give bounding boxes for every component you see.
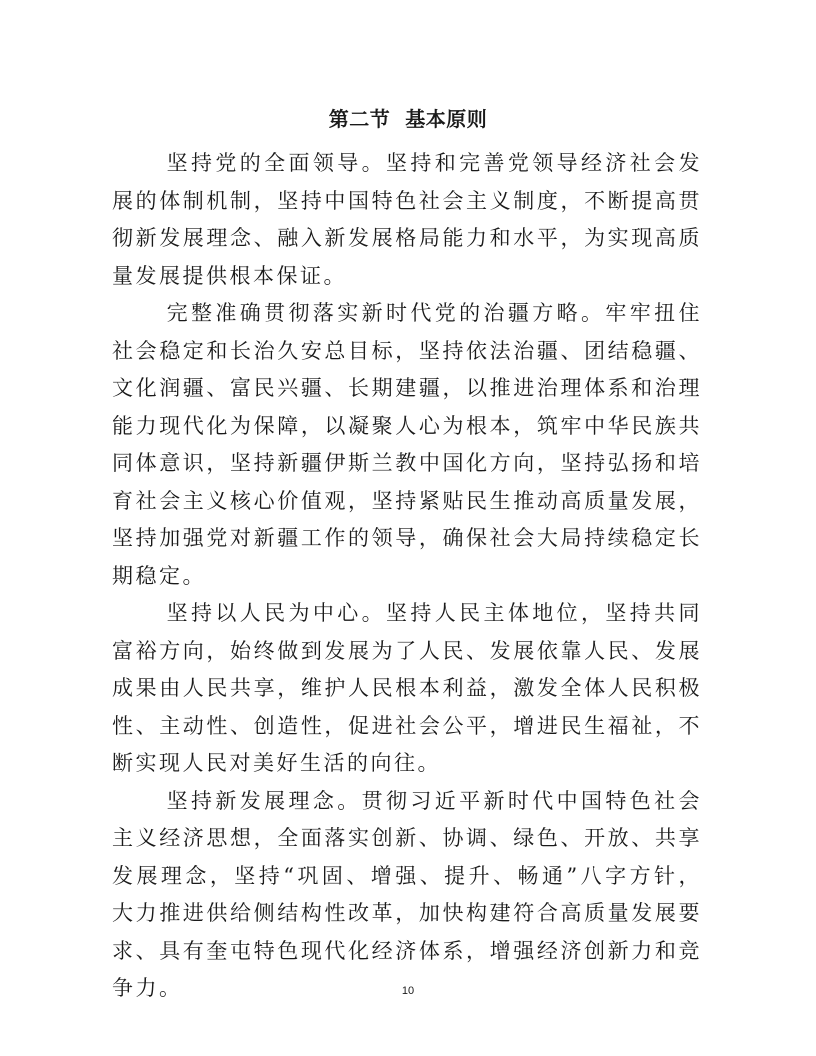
paragraph-xinjiang-governance: 完整准确贯彻落实新时代党的治疆方略。牢牢扭住社会稳定和长治久安总目标，坚持依法治疆、团结稳疆、文化润疆、富民兴疆、长期建疆，以推进治理体系和治理能力现代化为保障，以凝聚人心为根本，筑牢中华民族共同体意识，坚持新疆伊斯兰教中国化方向，坚持弘扬和培育社会主义核心价值观，坚持紧贴民生推动高质量发展，坚持加强党对新疆工作的领导，确保社会大局持续稳定长期稳定。 <box>112 301 702 588</box>
paragraph-party-leadership: 坚持党的全面领导。坚持和完善党领导经济社会发展的体制机制，坚持中国特色社会主义制度，不断提高贯彻新发展理念、融入新发展格局能力和水平，为实现高质量发展提供根本保证。 <box>112 151 702 288</box>
page-number: 10 <box>401 985 415 997</box>
section-title: 第二节 基本原则 <box>328 107 488 131</box>
paragraph-new-development-concept: 坚持新发展理念。贯彻习近平新时代中国特色社会主义经济思想，全面落实创新、协调、绿色、开放、共享发展理念，坚持“巩固、增强、提升、畅通”八字方针，大力推进供给侧结构性改革，加快构建符合高质量发展要求、具有奎屯特色现代化经济体系，增强经济创新力和竞争力。 <box>112 788 702 1000</box>
body-text <box>112 145 702 1008</box>
paragraph-people-centered: 坚持以人民为中心。坚持人民主体地位，坚持共同富裕方向，始终做到发展为了人民、发展依靠人民、发展成果由人民共享，维护人民根本利益，激发全体人民积极性、主动性、创造性，促进社会公平，增进民生福祉，不断实现人民对美好生活的向往。 <box>112 601 702 775</box>
